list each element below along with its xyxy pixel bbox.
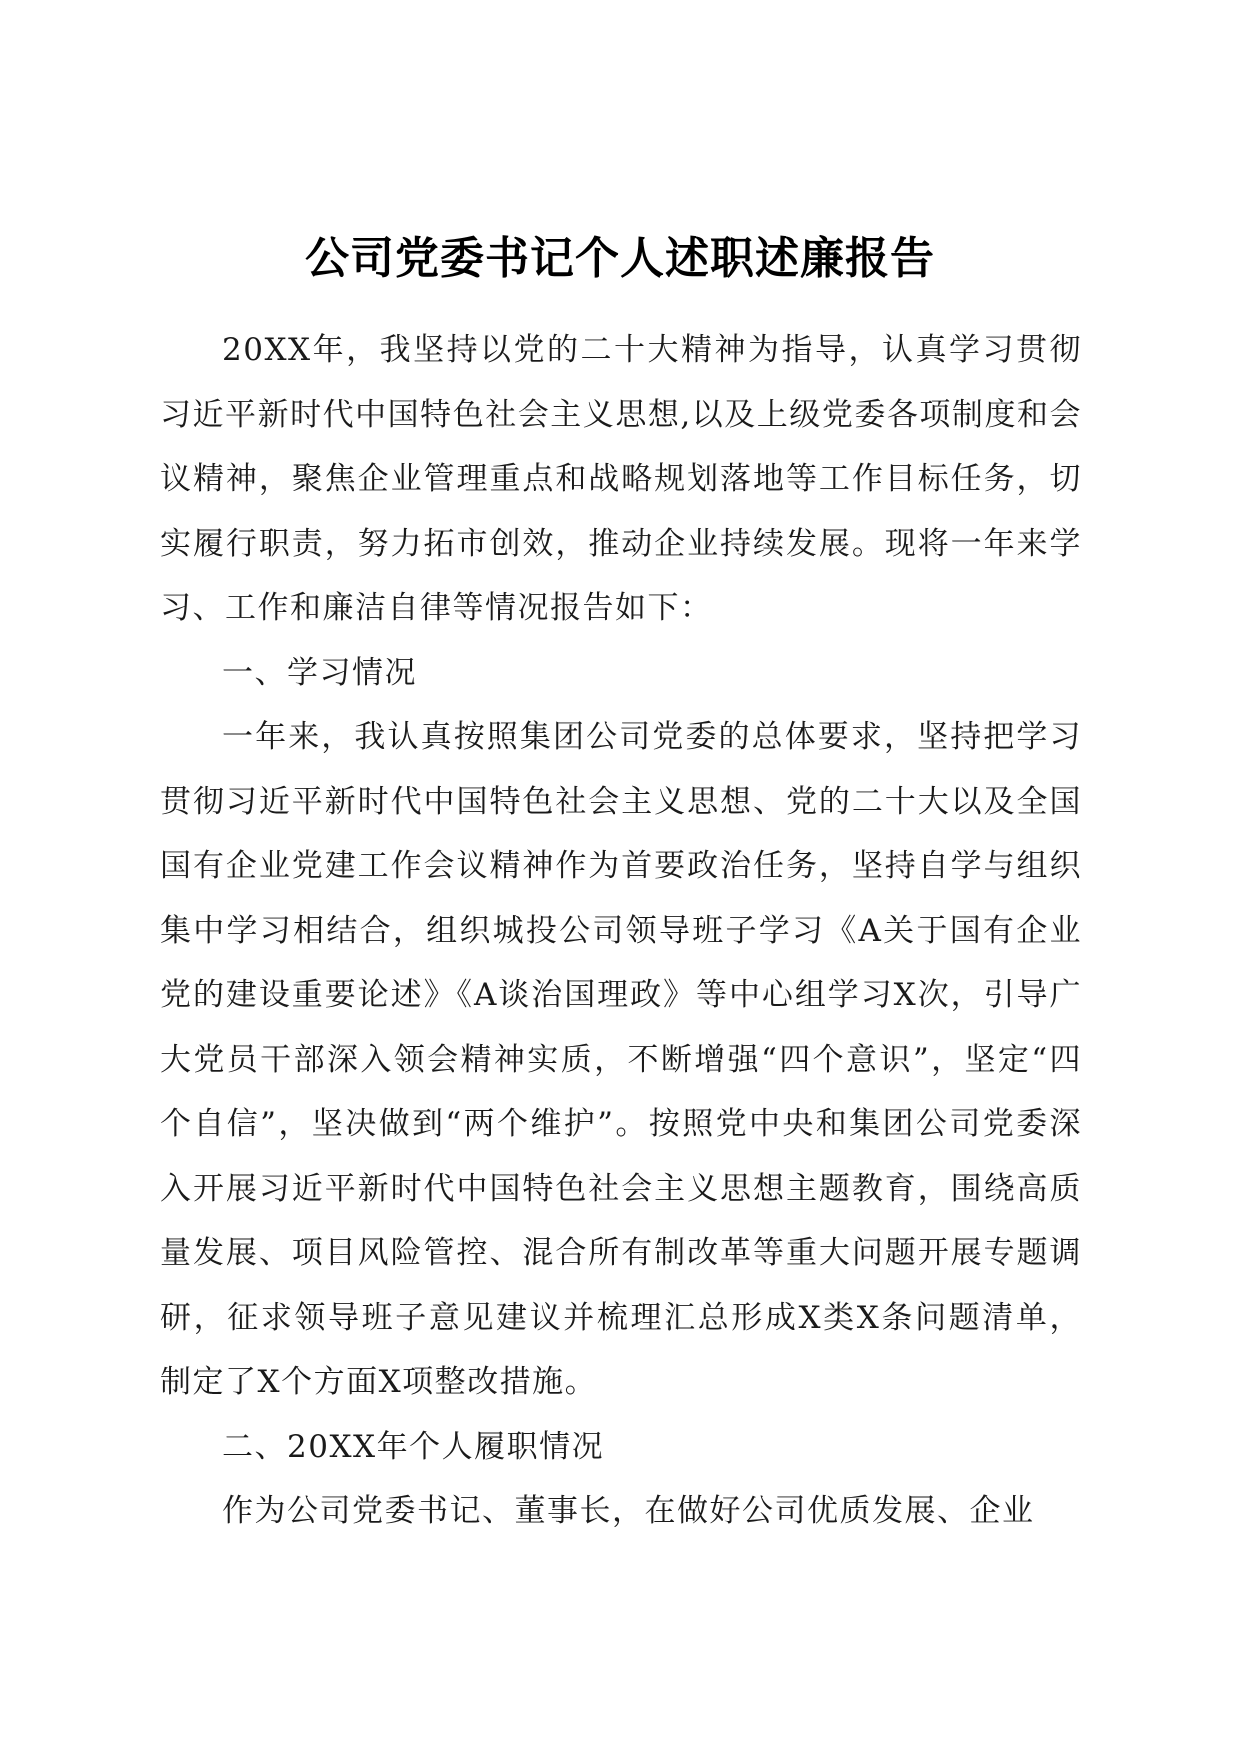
- section-heading-study: 一、学习情况: [222, 654, 417, 691]
- section-heading-duties: 二、20XX年个人履职情况: [222, 1428, 605, 1465]
- document-title: 公司党委书记个人述职述廉报告: [305, 233, 935, 284]
- paragraph-duties: 作为公司党委书记、董事长，在做好公司优质发展、企业: [222, 1493, 1035, 1529]
- paragraph-intro: 20XX年，我坚持以党的二十大精神为指导，认真学习贯彻习近平新时代中国特色社会主义思想,以及上级党委各项制度和会议精神，聚焦企业管理重点和战略规划落地等工作目标任务，切实履行职责，努力拓市创效，推动企业持续发展。现将一年来学习、工作和廉洁自律等情况报告如下：: [160, 332, 1082, 626]
- document-body: [160, 318, 1082, 1544]
- paragraph-study: 一年来，我认真按照集团公司党委的总体要求，坚持把学习贯彻习近平新时代中国特色社会主义思想、党的二十大以及全国国有企业党建工作会议精神作为首要政治任务，坚持自学与组织集中学习相结合，组织城投公司领导班子学习《A关于国有企业党的建设重要论述》《A谈治国理政》等中心组学习X次，引导广大党员干部深入领会精神实质，不断增强“四个意识”，坚定“四个自信”，坚决做到“两个维护”。按照党中央和集团公司党委深入开展习近平新时代中国特色社会主义思想主题教育，围绕高质量发展、项目风险管控、混合所有制改革等重大问题开展专题调研，征求领导班子意见建议并梳理汇总形成X类X条问题清单，制定了X个方面X项整改措施。: [160, 719, 1082, 1400]
